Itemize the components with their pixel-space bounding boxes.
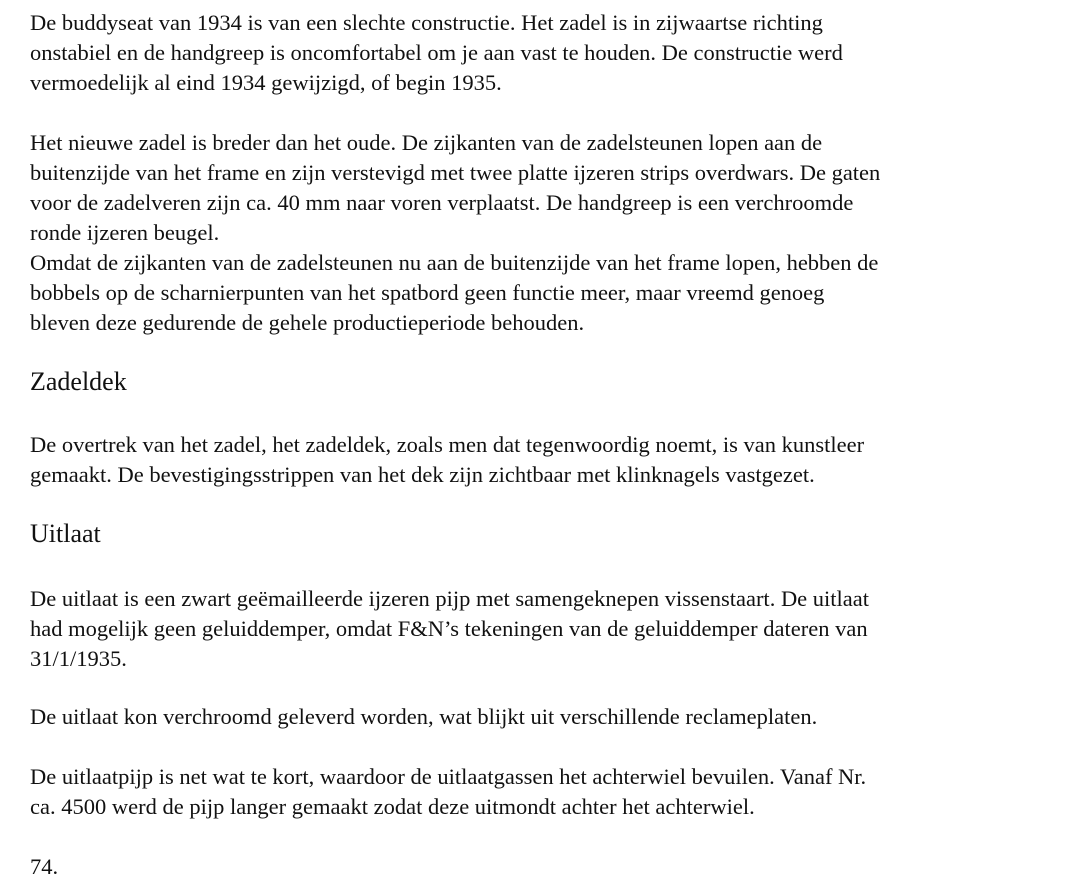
text-line: onstabiel en de handgreep is oncomfortabel om je aan vast te houden. De constructie werd	[30, 40, 843, 65]
page-number: 74.	[30, 854, 59, 879]
text-line: De buddyseat van 1934 is van een slechte constructie. Het zadel is in zijwaartse richting	[30, 10, 823, 35]
text-line: vermoedelijk al eind 1934 gewijzigd, of begin 1935.	[30, 70, 502, 95]
text-line: De uitlaat kon verchroomd geleverd worden, wat blijkt uit verschillende reclameplaten.	[30, 704, 818, 729]
text-line: 31/1/1935.	[30, 646, 127, 671]
text-line: bobbels op de scharnierpunten van het spatbord geen functie meer, maar vreemd genoeg	[30, 280, 825, 305]
paragraph-uitlaat	[30, 584, 869, 674]
text-line: De uitlaat is een zwart geëmailleerde ijzeren pijp met samengeknepen vissenstaart. De uitlaat	[30, 586, 870, 611]
text-line: Het nieuwe zadel is breder dan het oude. De zijkanten van de zadelsteunen lopen aan de	[30, 130, 823, 155]
paragraph-uitlaatpijp	[30, 762, 866, 822]
text-line: buitenzijde van het frame en zijn verstevigd met twee platte ijzeren strips overdwars. De gaten	[30, 160, 881, 185]
text-line: bleven deze gedurende de gehele productieperiode behouden.	[30, 310, 585, 335]
paragraph-zadeldek	[30, 430, 864, 490]
paragraph-verchroomd	[30, 702, 817, 732]
text-line: De overtrek van het zadel, het zadeldek, zoals men dat tegenwoordig noemt, is van kunstleer	[30, 432, 865, 457]
text-line: voor de zadelveren zijn ca. 40 mm naar voren verplaatst. De handgreep is een verchroomde	[30, 190, 854, 215]
text-line: ca. 4500 werd de pijp langer gemaakt zodat deze uitmondt achter het achterwiel.	[30, 794, 755, 819]
paragraph-buddyseat	[30, 8, 843, 98]
paragraph-nieuwe-zadel	[30, 128, 880, 338]
heading-zadeldek: Zadeldek	[30, 367, 127, 396]
text-line: had mogelijk geen geluiddemper, omdat F&N’s tekeningen van de geluiddemper dateren van	[30, 616, 868, 641]
text-line: Omdat de zijkanten van de zadelsteunen nu aan de buitenzijde van het frame lopen, hebben de	[30, 250, 879, 275]
heading-uitlaat: Uitlaat	[30, 519, 101, 548]
text-line: De uitlaatpijp is net wat te kort, waardoor de uitlaatgassen het achterwiel bevuilen. Vanaf Nr.	[30, 764, 867, 789]
text-line: gemaakt. De bevestigingsstrippen van het dek zijn zichtbaar met klinknagels vastgezet.	[30, 462, 815, 487]
text-line: ronde ijzeren beugel.	[30, 220, 220, 245]
